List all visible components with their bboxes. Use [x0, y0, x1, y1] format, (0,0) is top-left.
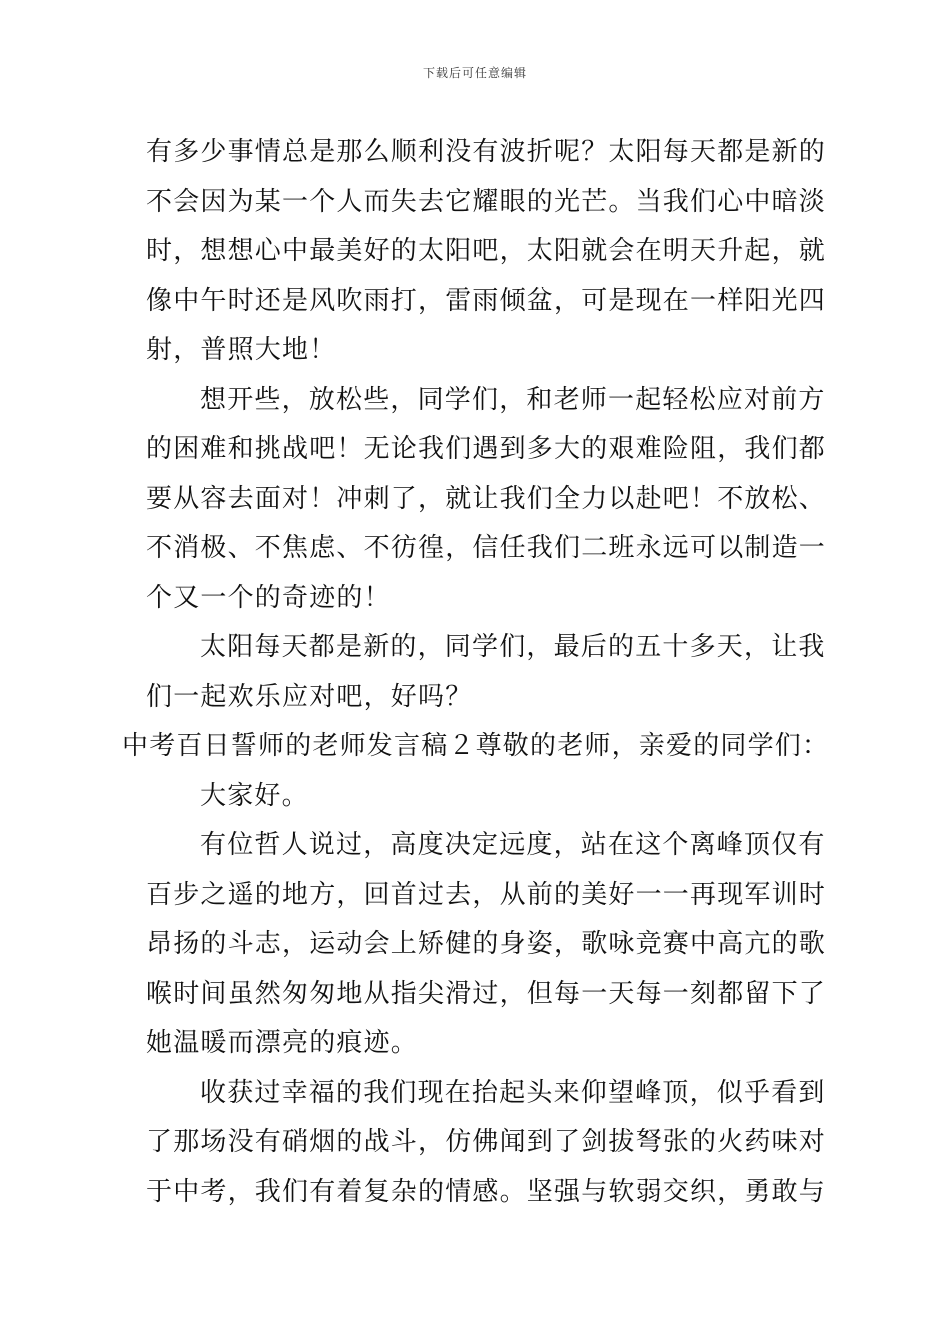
text-line: 太阳每天都是新的，同学们，最后的五十多天，让我 [200, 632, 826, 662]
text-line: 不消极、不焦虑、不彷徨，信任我们二班永远可以制造一 [146, 533, 827, 563]
page-header: 下载后可任意编辑 [422, 66, 527, 80]
section-heading-line: 中考百日誓师的老师发言稿２尊敬的老师，亲爱的同学们： [122, 731, 830, 761]
text-line: 她温暖而漂亮的痕迹。 [146, 1028, 419, 1058]
document-body [122, 128, 830, 1217]
text-line: 于中考，我们有着复杂的情感。坚强与软弱交织，勇敢与 [146, 1176, 827, 1207]
text-line: 射，普照大地！ [146, 335, 337, 365]
text-line: 有多少事情总是那么顺利没有波折呢？太阳每天都是新的 [146, 137, 827, 167]
text-line: 像中午时还是风吹雨打，雷雨倾盆，可是现在一样阳光四 [146, 285, 827, 316]
text-line: 喉时间虽然匆匆地从指尖滑过，但每一天每一刻都留下了 [146, 978, 827, 1009]
text-line: 了那场没有硝烟的战斗，仿佛闻到了剑拔弩张的火药味对 [146, 1127, 827, 1157]
text-line: 百步之遥的地方，回首过去，从前的美好一一再现军训时 [146, 879, 827, 910]
text-line: 的困难和挑战吧！无论我们遇到多大的艰难险阻，我们都 [146, 434, 827, 464]
text-line: 不会因为某一个人而失去它耀眼的光芒。当我们心中暗淡 [146, 186, 827, 217]
text-line: 有位哲人说过，高度决定远度，站在这个离峰顶仅有 [200, 830, 826, 860]
text-line: 昂扬的斗志，运动会上矫健的身姿，歌咏竞赛中高亢的歌 [146, 929, 827, 959]
text-line: 时，想想心中最美好的太阳吧，太阳就会在明天升起，就 [146, 236, 827, 266]
text-line: 们一起欢乐应对吧，好吗？ [146, 681, 473, 712]
text-line: 要从容去面对！冲刺了，就让我们全力以赴吧！不放松、 [146, 483, 827, 514]
text-line: 大家好。 [200, 780, 309, 811]
text-line: 收获过幸福的我们现在抬起头来仰望峰顶，似乎看到 [200, 1077, 826, 1108]
text-line: 个又一个的奇迹的！ [146, 582, 391, 613]
text-line: 想开些，放松些，同学们，和老师一起轻松应对前方 [200, 384, 826, 415]
